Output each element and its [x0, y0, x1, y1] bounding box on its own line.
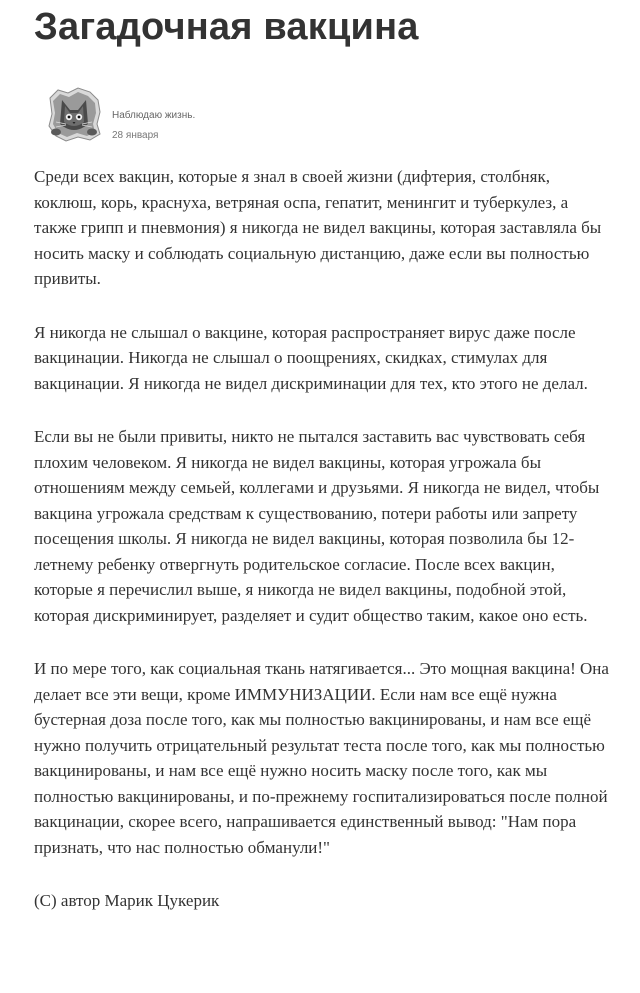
- article-body: [34, 164, 614, 914]
- author-block: [44, 84, 444, 144]
- article-title: Загадочная вакцина: [34, 6, 419, 48]
- publish-date: 28 января: [112, 130, 159, 141]
- paragraph-4: И по мере того, как социальная ткань натягивается... Это мощная вакцина! Она делает все эти вещи, кроме ИММУНИЗАЦИИ. Если нам все ещё нужна бустерная доза после того, как мы полностью вакцинированы, и нам все ещё нужно получить отрицательный результат теста после того, как мы полностью вакцинированы, и нам все ещё нужно носить маску после того, как мы полностью вакцинированы, и по-прежнему госпитализироваться после полной вакцинации, скорее всего, напрашивается единственный вывод: "Нам пора признать, что нас полностью обманули!": [34, 659, 609, 857]
- cat-avatar-icon[interactable]: [44, 84, 104, 144]
- paragraph-3: Если вы не были привиты, никто не пытался заставить вас чувствовать себя плохим человеком. Я никогда не видел вакцины, которая угрожала бы отношениям между семьей, коллегами и друзьями. Я никогда не видел, чтобы вакцина угрожала средствам к существованию, потери работы или запрету посещения школы. Я никогда не видел вакцины, которая позволила бы 12-летнему ребенку отвергнуть родительское согласие. После всех вакцин, которые я перечислил выше, я никогда не видел вакцины, подобной этой, которая дискриминирует, разделяет и судит общество таким, какое оно есть.: [34, 427, 600, 625]
- author-name[interactable]: Наблюдаю жизнь.: [112, 110, 196, 121]
- paragraph-1: Среди всех вакцин, которые я знал в своей жизни (дифтерия, столбняк, коклюш, корь, краснуха, ветряная оспа, гепатит, менингит и туберкулез, а также грипп и пневмония) я никогда не видел вакцины, которая заставляла бы носить маску и соблюдать социальную дистанцию, даже если вы полностью привиты.: [34, 167, 602, 288]
- author-meta: [112, 106, 195, 146]
- paragraph-2: Я никогда не слышал о вакцине, которая распространяет вирус даже после вакцинации. Никогда не слышал о поощрениях, скидках, стимулах для вакцинации. Я никогда не видел дискриминации для тех, кто этого не делал.: [34, 322, 588, 393]
- signature: (С) автор Марик Цукерик: [34, 891, 220, 910]
